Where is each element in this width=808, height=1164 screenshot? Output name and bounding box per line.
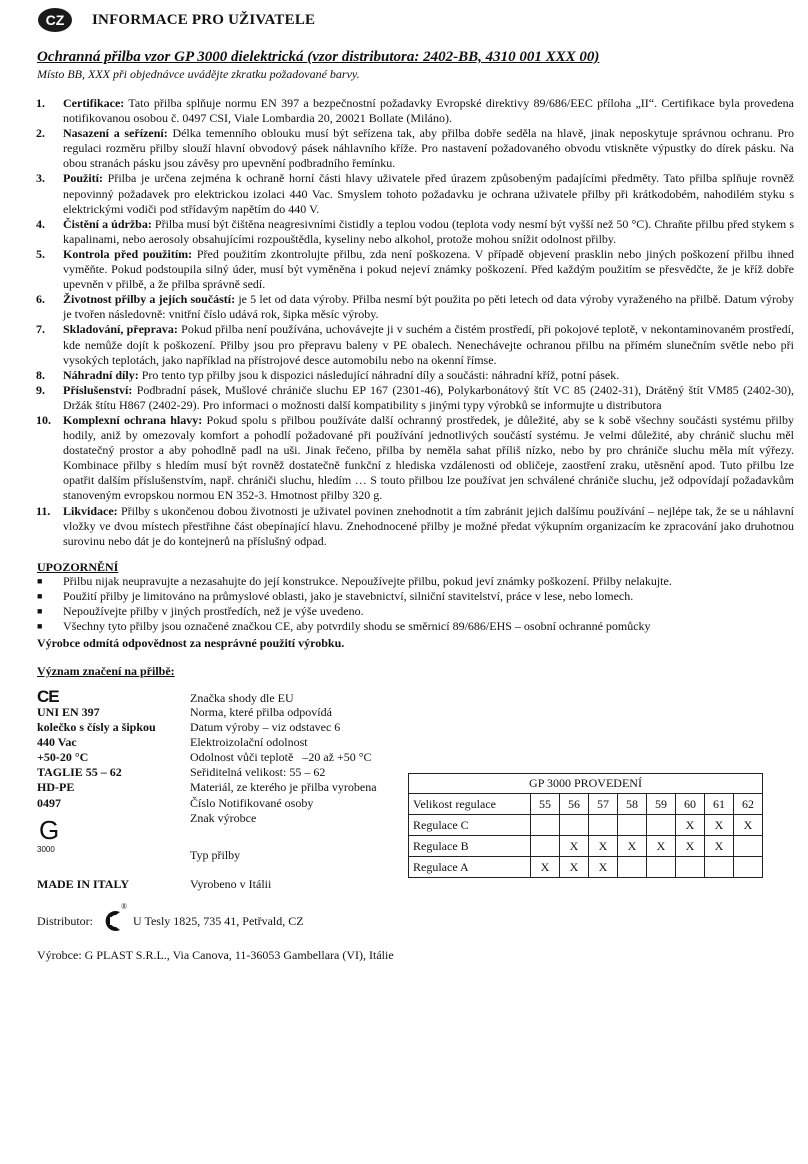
table-cell: [531, 815, 560, 836]
marks-list: [37, 688, 377, 892]
item-text: je 5 let od data výroby. Přilba nesmí být použita po pěti letech od data výroby vyraženého na přilbě. Datum výroby je tvořen následovně: vnitřní číslo udává rok, šipka měsíc výroby.: [63, 292, 794, 322]
table-cell: X: [560, 836, 589, 857]
item-text: Délka temenního oblouku musí být seřízena tak, aby přilba dobře seděla na hlavě, jinak neposkytuje správnou ochranu. Pro regulaci rozměru přilby slouží hlavní obvodový pásek náhlavního kříže. Pro nastavení požadovaného obvodu vtiskněte výpustky do dírek pásku. Na obou stranách pásku jsou závěsy pro upevnění podbradního řemínku.: [63, 126, 794, 171]
table-caption: GP 3000 PROVEDENÍ: [409, 774, 763, 794]
mark-description: Číslo Notifikované osoby: [190, 795, 314, 810]
size-header: 60: [676, 794, 705, 815]
size-header: 61: [705, 794, 734, 815]
distributor-line: [37, 902, 304, 934]
mark-code: +50-20 °C: [37, 750, 89, 765]
instruction-item: [36, 322, 794, 367]
mark-code: TAGLIE 55 – 62: [37, 765, 122, 780]
table-cell: [734, 857, 763, 878]
warning-item: [37, 574, 777, 589]
variants-table-wrap: [408, 773, 763, 878]
item-body: [63, 292, 794, 322]
item-title: Skladování, přeprava:: [63, 322, 178, 337]
mark-row: [37, 796, 377, 811]
warning-text: Všechny tyto přilby jsou označené značkou CE, aby potvrdily shodu se směrnicí 89/686/EHS – osobní ochranné pomůcky: [63, 619, 651, 633]
item-number: 7.: [36, 322, 45, 337]
instruction-item: [36, 96, 794, 126]
mark-code: kolečko s čísly a šipkou: [37, 720, 156, 735]
table-cell: [647, 815, 676, 836]
g-logo-icon: G: [39, 815, 60, 845]
table-cell: X: [531, 857, 560, 878]
row-label: Regulace C: [409, 815, 531, 836]
table-row: [409, 815, 763, 836]
item-title: Použití:: [63, 171, 103, 186]
mark-description: Norma, které přilba odpovídá: [190, 705, 332, 719]
size-header: 58: [618, 794, 647, 815]
table-cell: [589, 815, 618, 836]
item-number: 10.: [36, 412, 51, 427]
table-cell: X: [560, 857, 589, 878]
bullet-icon: ■: [37, 576, 43, 586]
item-text: Pokud přilba není používána, uchovávejte ji v suchém a čistém prostředí, při pokojové teplotě, v nekontaminovaném prostředí, kde nemůže dojít k poškození. Přilby jsou pro přepravu baleny v PE obalech. Nenechávejte ochranou přilbu na přímém slunečním světle nebo při vysokých teplotách, jako například na přístrojové desce automobilu nebo na okenní římse.: [63, 322, 794, 367]
item-number: 9.: [36, 382, 45, 397]
instruction-item: [36, 217, 794, 247]
manufacturer-logo: [37, 817, 67, 857]
bullet-icon: ■: [37, 591, 43, 601]
item-title: Příslušenství:: [63, 382, 133, 397]
item-text: Přilba je určena zejména k ochraně horní části hlavy uživatele před úrazem způsobeným padajícími předměty. Tato přilba splňuje rovněž nepovinný požadavek pro elektrickou izolaci 440 Vac. Smyslem tohoto požadavku je ochrana uživatele přilby při krátkodobém, nahodilém styku s elektrickými vodiči pod střídavým napětím do 440 V.: [63, 171, 794, 216]
item-body: [63, 322, 794, 367]
item-title: Certifikace:: [63, 96, 125, 110]
item-number: 3.: [36, 171, 45, 186]
row-label: Regulace A: [409, 857, 531, 878]
item-text: Pro tento typ přilby jsou k dispozici následující náhradní díly a součásti: náhradní kříž, potní pásek.: [138, 367, 620, 382]
instruction-item: [36, 368, 794, 383]
table-header-label: Velikost regulace: [409, 794, 531, 815]
header: [38, 8, 315, 32]
item-title: Čistění a údržba:: [63, 216, 152, 231]
table-cell: X: [647, 836, 676, 857]
size-header: 62: [734, 794, 763, 815]
mark-row: [37, 877, 377, 892]
item-title: Životnost přilby a jejích součástí:: [63, 292, 236, 307]
instruction-item: [36, 126, 794, 171]
mark-row: [37, 720, 377, 735]
mark-description: Odolnost vůči teplotě –20 až +50 °C: [190, 750, 372, 765]
item-number: 2.: [36, 126, 45, 141]
table-cell: [676, 857, 705, 878]
registered-mark: ®: [121, 902, 128, 911]
mark-description: Vyrobeno v Itálii: [190, 876, 272, 891]
size-header: 57: [589, 794, 618, 815]
instruction-item: [36, 504, 794, 549]
distributor-label: Distributor:: [37, 913, 93, 928]
item-body: [63, 96, 794, 126]
table-cell: [618, 857, 647, 878]
mark-description: Materiál, ze kterého je přilba vyrobena: [190, 780, 377, 795]
item-body: [63, 368, 794, 383]
item-text: Přilby s ukončenou dobou životnosti je uživatel povinen znehodnotit a tím zabránit jejich dalšímu používání – nejlépe tak, že se u náhlavní vložky ve dvou místech přestřihne část obepínající hlavu. Znehodnocené přilby je možné předat výkupním organizacím ke zpracování jako druhotnou surovinu nebo dát je do kontejnerů na příslušný odpad.: [63, 503, 794, 548]
mark-description: Značka shody dle EU: [190, 691, 294, 705]
item-number: 4.: [36, 216, 45, 231]
table-cell: [618, 815, 647, 836]
mark-code: 440 Vac: [37, 735, 77, 750]
item-title: Likvidace:: [63, 503, 118, 518]
warnings-list: [37, 574, 777, 634]
table-cell: X: [705, 815, 734, 836]
table-cell: [531, 836, 560, 857]
item-number: 6.: [36, 292, 45, 307]
table-cell: [734, 836, 763, 857]
item-body: [63, 413, 794, 504]
table-header-row: [409, 794, 763, 815]
warning-item: [37, 619, 777, 634]
table-cell: X: [705, 836, 734, 857]
table-row: [409, 857, 763, 878]
item-number: 5.: [36, 246, 45, 261]
item-title: Kontrola před použitím:: [63, 246, 193, 261]
table-cell: X: [589, 857, 618, 878]
table-cell: X: [676, 836, 705, 857]
item-body: [63, 217, 794, 247]
item-title: Komplexní ochrana hlavy:: [63, 412, 203, 427]
mark-description: Typ přilby: [190, 847, 241, 862]
table-cell: [705, 857, 734, 878]
table-cell: X: [734, 815, 763, 836]
table-row: [409, 836, 763, 857]
instruction-item: [36, 171, 794, 216]
item-title: Nasazení a seřízení:: [63, 126, 168, 141]
item-title: Náhradní díly:: [63, 367, 139, 382]
mark-row: [37, 848, 377, 863]
table-cell: [647, 857, 676, 878]
liability-disclaimer: Výrobce odmítá odpovědnost za nesprávné použití výrobku.: [37, 636, 345, 650]
item-text: Podbradní pásek, Mušlové chrániče sluchu EP 167 (2301-46), Polykarbonátový štít VC 85 (2402-31), Drátěný štít VM85 (2402-30), Držák štítu H867 (2402-29). Pro informaci o možnosti další kompatibility s jinými typy výrobků se informujte u distributora: [63, 382, 794, 412]
distributor-address: U Tesly 1825, 735 41, Petřvald, CZ: [133, 913, 304, 928]
bullet-icon: ■: [37, 621, 43, 631]
item-body: [63, 383, 794, 413]
mark-row: [37, 735, 377, 750]
instruction-item: [36, 292, 794, 322]
mark-row: [37, 705, 377, 720]
variants-table: [408, 773, 763, 878]
item-body: [63, 171, 794, 216]
mark-row: [37, 750, 377, 765]
table-cell: X: [618, 836, 647, 857]
size-header: 55: [531, 794, 560, 815]
mark-row: [37, 765, 377, 780]
mark-row: [37, 811, 377, 826]
product-subtitle: Místo BB, XXX při objednávce uvádějte zkratku požadované barvy.: [37, 67, 360, 81]
manufacturer-line: Výrobce: G PLAST S.R.L., Via Canova, 11-36053 Gambellara (VI), Itálie: [37, 948, 394, 962]
warning-item: [37, 589, 777, 604]
warning-item: [37, 604, 777, 619]
warning-text: Nepoužívejte přilby v jiných prostředích, než je výše uvedeno.: [63, 604, 364, 618]
mark-row: [37, 688, 377, 705]
item-text: Před použitím zkontrolujte přilbu, zda není poškozena. V případě objevení prasklin nebo jiných poškození přilbu ihned vyměňte. Pokud podstoupila silný úder, musí být vyměněna i pokud nejeví známky poškození. Před každým použitím se přesvědčte, že je kříž dobře upevněn v přilbě, a že přilba správně sedí.: [63, 246, 795, 292]
instruction-item: [36, 383, 794, 413]
mark-description: Elektroizolační odolnost: [190, 735, 308, 750]
warning-text: Použití přilby je limitováno na průmyslové oblasti, jako je stavebnictví, silniční stavitelství, práce v lese, nebo lomech.: [63, 589, 634, 603]
logo-number: 3000: [37, 845, 55, 854]
table-cell: X: [589, 836, 618, 857]
item-text: Pokud spolu s přilbou používáte další ochranný prostředek, je důležité, aby se k sobě všechny součásti systému přilby hodily, aniž by omezovaly komfort a pohodlí požadované při používání jednotlivých součástí systému. Je velmi důležité, aby chránič sluchu měl dostatečný prostor a aby pohodlně padl na uši. Jinak řečeno, přilba by neměla sahat příliš nízko, nebo by pro chrániče sluchu měla mít výřezy. Kombinace přilby s hledím musí být rovněž dostatečně funkční z hlediska vzdálenosti od obličeje, zaostření zraku, utěsnění apod. Tuto přilbu lze opatřit dalším příslušenstvím, např. chrániči sluchu, hledím … S touto přilbou lze používat jen schválené chrániče sluchu, jež odpovídají požadavkům stanoveným evropskou normou EN 352-3. Hmotnost přilby 320 g.: [63, 412, 794, 503]
distributor-logo-icon: [101, 902, 128, 934]
item-body: [63, 247, 794, 292]
item-number: 1.: [36, 96, 45, 110]
size-header: 59: [647, 794, 676, 815]
row-label: Regulace B: [409, 836, 531, 857]
product-title: Ochranná přilba vzor GP 3000 dielektrická (vzor distributora: 2402-BB, 4310 001 XXX 00): [37, 49, 600, 65]
table-caption-row: [409, 774, 763, 794]
instruction-item: [36, 247, 794, 292]
item-body: [63, 504, 794, 549]
warnings-heading: UPOZORNĚNÍ: [37, 560, 119, 574]
size-header: 56: [560, 794, 589, 815]
item-number: 8.: [36, 367, 45, 382]
header-title: INFORMACE PRO UŽIVATELE: [92, 11, 316, 28]
mark-description: Datum výroby – viz odstavec 6: [190, 720, 341, 735]
item-text: Přilba musí být čištěna neagresivními čistidly a teplou vodou (teplota vody nesmí být vyšší než 50 °C). Chraňte přilbu před stykem s kapalinami, nebo aerosoly obsahujícími rozpouštědla, kyseliny nebo alkohol, protože mohou snížit odolnost přilby.: [63, 216, 794, 246]
mark-code: 0497: [37, 795, 61, 810]
item-number: 11.: [36, 503, 51, 518]
bullet-icon: ■: [37, 606, 43, 616]
language-badge: CZ: [38, 8, 72, 32]
instruction-list: [36, 96, 794, 549]
table-cell: X: [676, 815, 705, 836]
item-text: Tato přilba splňuje normu EN 397 a bezpečnostní požadavky Evropské direktivy 89/686/EEC příloha „II“. Certifikace byla provedena notifikovanou osobou č. 0497 CSI, Viale Lombardia 20, 20021 Bollate (Miláno).: [63, 96, 794, 126]
mark-code: HD-PE: [37, 780, 75, 795]
item-body: [63, 126, 794, 171]
ce-mark-icon: CE: [37, 687, 59, 706]
mark-description: Seřiditelná velikost: 55 – 62: [190, 765, 326, 780]
mark-code: UNI EN 397: [37, 705, 100, 719]
warning-text: Přilbu nijak neupravujte a nezasahujte do její konstrukce. Nepoužívejte přilbu, pokud jeví známky poškození. Přilby nelakujte.: [63, 574, 672, 588]
mark-row: [37, 780, 377, 795]
mark-description: Znak výrobce: [190, 810, 257, 825]
instruction-item: [36, 413, 794, 504]
table-cell: [560, 815, 589, 836]
marks-heading: Význam značení na přilbě:: [37, 664, 175, 678]
mark-code: MADE IN ITALY: [37, 876, 130, 891]
